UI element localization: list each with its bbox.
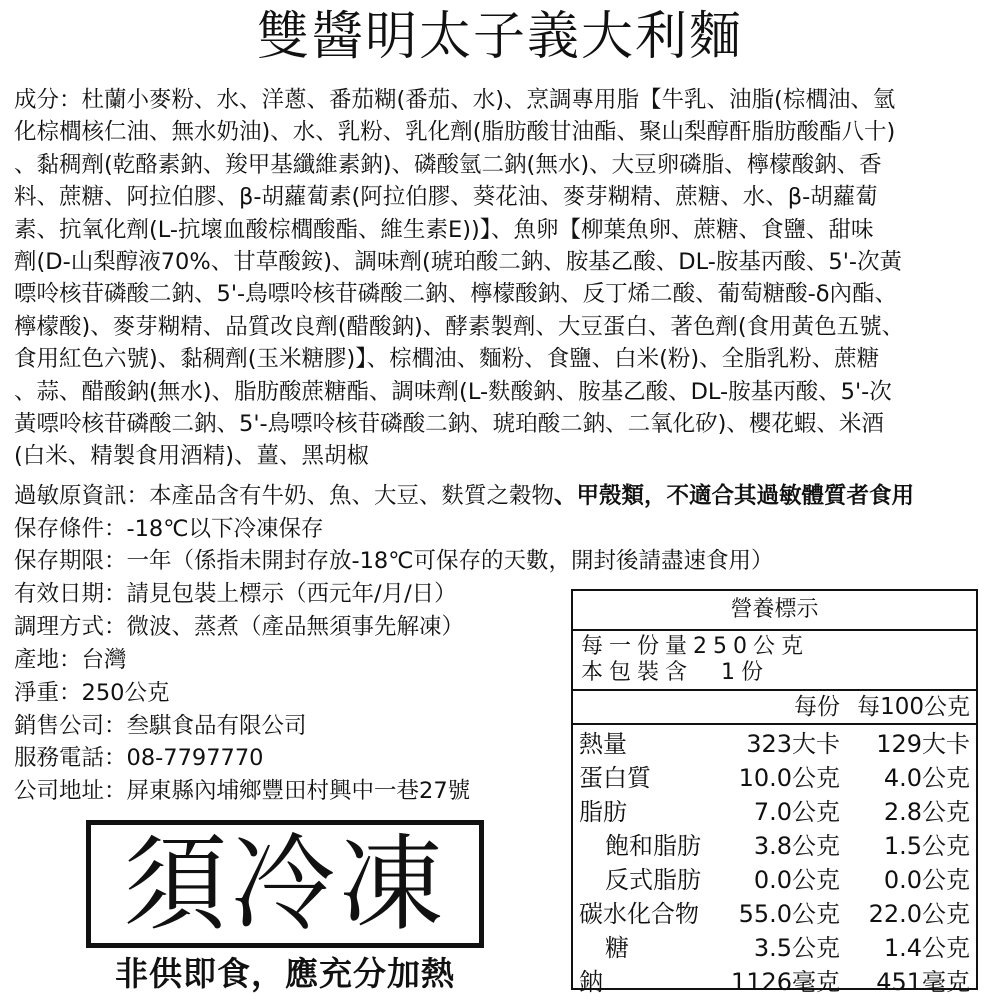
nutrient-name: 蛋白質 (579, 764, 651, 792)
header-per-serving: 每份 (794, 694, 840, 720)
nutrient-per-serving: 0.0公克 (753, 866, 840, 894)
nutrient-per-serving: 323大卡 (746, 730, 840, 758)
nutrition-row-carbohydrate (573, 897, 976, 931)
allergen-warning: 、甲殼類，不適合其過敏體質者食用 (554, 483, 915, 509)
nutrient-per-serving: 3.5公克 (753, 934, 840, 962)
nutrient-name: 鈉 (579, 968, 603, 996)
shelf-life: 保存期限：一年（係指未開封存放-18℃可保存的天數，開封後請盡速食用） (14, 548, 774, 574)
nutrient-per-100g: 1.4公克 (883, 934, 970, 962)
nutrient-per-serving: 1126毫克 (730, 968, 840, 996)
ingredients-line: 食用紅色六號)、黏稠劑(玉米糖膠)】、棕櫚油、麵粉、食鹽、白米(粉)、全脂乳粉、蔗糖 (14, 346, 880, 373)
servings-per-package: 本包裝含 1份 (581, 660, 769, 685)
ingredients-line: 、蒜、醋酸鈉(無水)、脂肪酸蔗糖酯、調味劑(L-麩酸鈉、胺基乙酸、DL-胺基丙酸、5'-次 (14, 378, 892, 405)
ingredients-line: 化棕櫚核仁油、無水奶油)、水、乳粉、乳化劑(脂肪酸甘油酯、聚山梨醇酐脂肪酸酯八十) (14, 119, 896, 146)
storage-condition: 保存條件：-18℃以下冷凍保存 (14, 516, 324, 542)
net-weight: 淨重：250公克 (14, 680, 170, 706)
nutrient-per-100g: 0.0公克 (883, 866, 970, 894)
nutrition-row-protein (573, 761, 976, 795)
nutrition-rows (573, 725, 976, 999)
nutrient-per-100g: 22.0公克 (868, 900, 970, 928)
nutrition-row-fat (573, 795, 976, 829)
ingredients-text (14, 84, 990, 473)
nutrition-row-sugar (573, 931, 976, 965)
ingredients-line: 黃嘌呤核苷磷酸二鈉、5'-鳥嘌呤核苷磷酸二鈉、琥珀酸二鈉、二氧化矽)、櫻花蝦、米酒 (14, 411, 884, 438)
nutrient-per-serving: 55.0公克 (738, 900, 840, 928)
ingredients-line: 、黏稠劑(乾酪素鈉、羧甲基纖維素鈉)、磷酸氫二鈉(無水)、大豆卵磷脂、檸檬酸鈉、香 (14, 151, 882, 178)
nutrient-per-100g: 4.0公克 (883, 764, 970, 792)
header-per-100g: 每100公克 (857, 694, 970, 720)
nutrient-per-100g: 2.8公克 (883, 798, 970, 826)
nutrient-name: 碳水化合物 (579, 900, 699, 928)
nutrient-per-serving: 7.0公克 (753, 798, 840, 826)
nutrient-name: 糖 (605, 934, 629, 962)
nutrient-per-100g: 129大卡 (876, 730, 970, 758)
nutrient-name: 反式脂肪 (605, 866, 701, 894)
service-phone: 服務電話：08-7797770 (14, 745, 264, 771)
allergen-text: 過敏原資訊：本產品含有牛奶、魚、大豆、麩質之穀物 (14, 483, 555, 509)
nutrient-name: 飽和脂肪 (605, 832, 701, 860)
ingredients-line: 素、抗氧化劑(L-抗壞血酸棕櫚酸酯、維生素E))】、魚卵【柳葉魚卵、蔗糖、食鹽、甜味 (14, 216, 874, 243)
ingredients-line: (白米、精製食用酒精)、薑、黑胡椒 (14, 443, 370, 470)
ingredients-line: 嘌呤核苷磷酸二鈉、5'-鳥嘌呤核苷磷酸二鈉、檸檬酸鈉、反丁烯二酸、葡萄糖酸-δ內酯、 (14, 281, 898, 308)
expiry-date: 有效日期：請見包裝上標示（西元年/月/日） (14, 581, 457, 607)
seller: 銷售公司：叁騏食品有限公司 (14, 713, 307, 739)
serving-size: 每一份量250公克 (581, 634, 809, 659)
company-address: 公司地址：屏東縣內埔鄉豐田村興中一巷27號 (14, 778, 471, 804)
serving-info (573, 631, 976, 691)
nutrient-per-100g: 451毫克 (876, 968, 970, 996)
nutrient-per-serving: 10.0公克 (738, 764, 840, 792)
ingredients-line: 成分：杜蘭小麥粉、水、洋蔥、番茄糊(番茄、水)、烹調專用脂【牛乳、油脂(棕櫚油、氫 (14, 87, 896, 113)
product-title: 雙醬明太子義大利麵 (256, 7, 743, 67)
nutrient-per-serving: 3.8公克 (753, 832, 840, 860)
nutrient-per-100g: 1.5公克 (883, 832, 970, 860)
nutrition-header-row (573, 691, 976, 725)
keep-frozen-stamp: 須冷凍 (86, 820, 484, 948)
nutrition-row-energy (573, 727, 976, 761)
header-blank (573, 691, 725, 723)
nutrition-title: 營養標示 (573, 591, 976, 631)
not-ready-to-eat-note: 非供即食，應充分加熱 (115, 954, 455, 993)
allergen-info (14, 480, 994, 513)
nutrient-name: 脂肪 (579, 798, 627, 826)
nutrition-facts-table (571, 589, 978, 996)
cooking-method: 調理方式：微波、蒸煮（產品無須事先解凍） (14, 614, 465, 640)
ingredients-line: 料、蔗糖、阿拉伯膠、β-胡蘿蔔素(阿拉伯膠、葵花油、麥芽糊精、蔗糖、水、β-胡蘿蔔 (14, 184, 878, 211)
origin: 產地：台灣 (14, 647, 127, 673)
nutrient-name: 熱量 (579, 730, 627, 758)
nutrition-row-saturated-fat (573, 829, 976, 863)
ingredients-line: 劑(D-山梨醇液70%、甘草酸銨)、調味劑(琥珀酸二鈉、胺基乙酸、DL-胺基丙酸、5'-次黃 (14, 249, 902, 276)
ingredients-line: 檸檬酸)、麥芽糊精、品質改良劑(醋酸鈉)、酵素製劑、大豆蛋白、著色劑(食用黃色五號、 (14, 313, 905, 340)
nutrition-row-trans-fat (573, 863, 976, 897)
nutrition-row-sodium (573, 965, 976, 999)
